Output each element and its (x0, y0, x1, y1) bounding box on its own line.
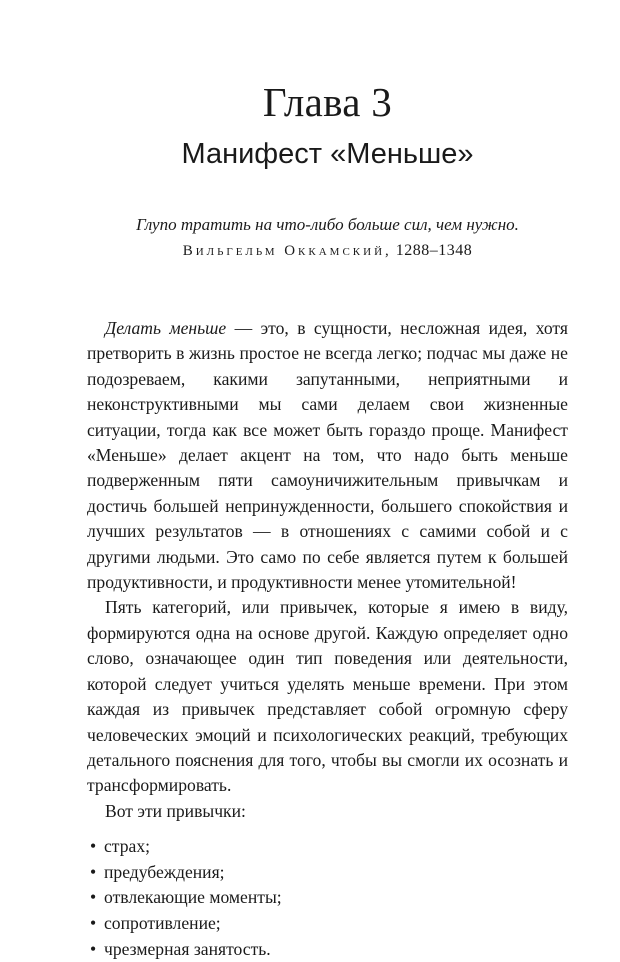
habit-text: чрезмерная занятость. (104, 939, 271, 959)
list-intro: Вот эти привычки: (87, 799, 568, 824)
habits-list (87, 834, 568, 962)
bullet-icon: • (90, 860, 104, 886)
epigraph-author: Вильгельм Оккамский, (183, 243, 392, 259)
bullet-icon: • (90, 911, 104, 937)
paragraph-1 (87, 316, 568, 595)
list-item (87, 937, 568, 962)
epigraph-attribution (87, 238, 568, 264)
epigraph-quote: Глупо тратить на что-либо больше сил, чем нужно. (87, 212, 568, 238)
paragraph-1-text: — это, в сущности, несложная идея, хотя претворить в жизнь простое не всегда легко; подчас мы даже не подозреваем, какими запутанными, неприятными и неконструктивными мы сами делаем свои жизненные ситуации, тогда как все может быть гораздо проще. Манифест «Меньше» делает акцент на том, что надо быть меньше подверженным пяти самоуничижительным привычкам и достичь большей непринужденности, большего спокойствия и лучших результатов — в отношениях с самими собой и с другими людьми. Это само по себе является путем к большей продуктивности, и продуктивности менее утомительной! (87, 318, 568, 592)
epigraph (87, 212, 568, 264)
list-item (87, 834, 568, 860)
list-item (87, 885, 568, 911)
paragraph-2: Пять категорий, или привычек, которые я имею в виду, формируются одна на основе другой. Каждую определяет одно слово, означающее один тип поведения или деятельности, которой следует учиться уделять меньше времени. При этом каждая из привычек представляет собой огромную сферу человеческих эмоций и психологических реакций, требующих детального пояснения для того, чтобы вы смогли их осознать и трансформировать. (87, 595, 568, 798)
bullet-icon: • (90, 834, 104, 860)
chapter-subtitle: Манифест «Меньше» (87, 136, 568, 172)
bullet-icon: • (90, 885, 104, 911)
paragraph-1-emphasis: Делать меньше (105, 318, 226, 338)
chapter-title: Глава 3 (87, 0, 568, 128)
chapter-body (87, 316, 568, 962)
list-item (87, 860, 568, 886)
habit-text: страх; (104, 836, 150, 856)
habit-text: сопротивление; (104, 913, 221, 933)
habit-text: отвлекающие моменты; (104, 887, 282, 907)
epigraph-years: 1288–1348 (396, 242, 473, 259)
bullet-icon: • (90, 937, 104, 962)
list-item (87, 911, 568, 937)
habit-text: предубеждения; (104, 862, 225, 882)
